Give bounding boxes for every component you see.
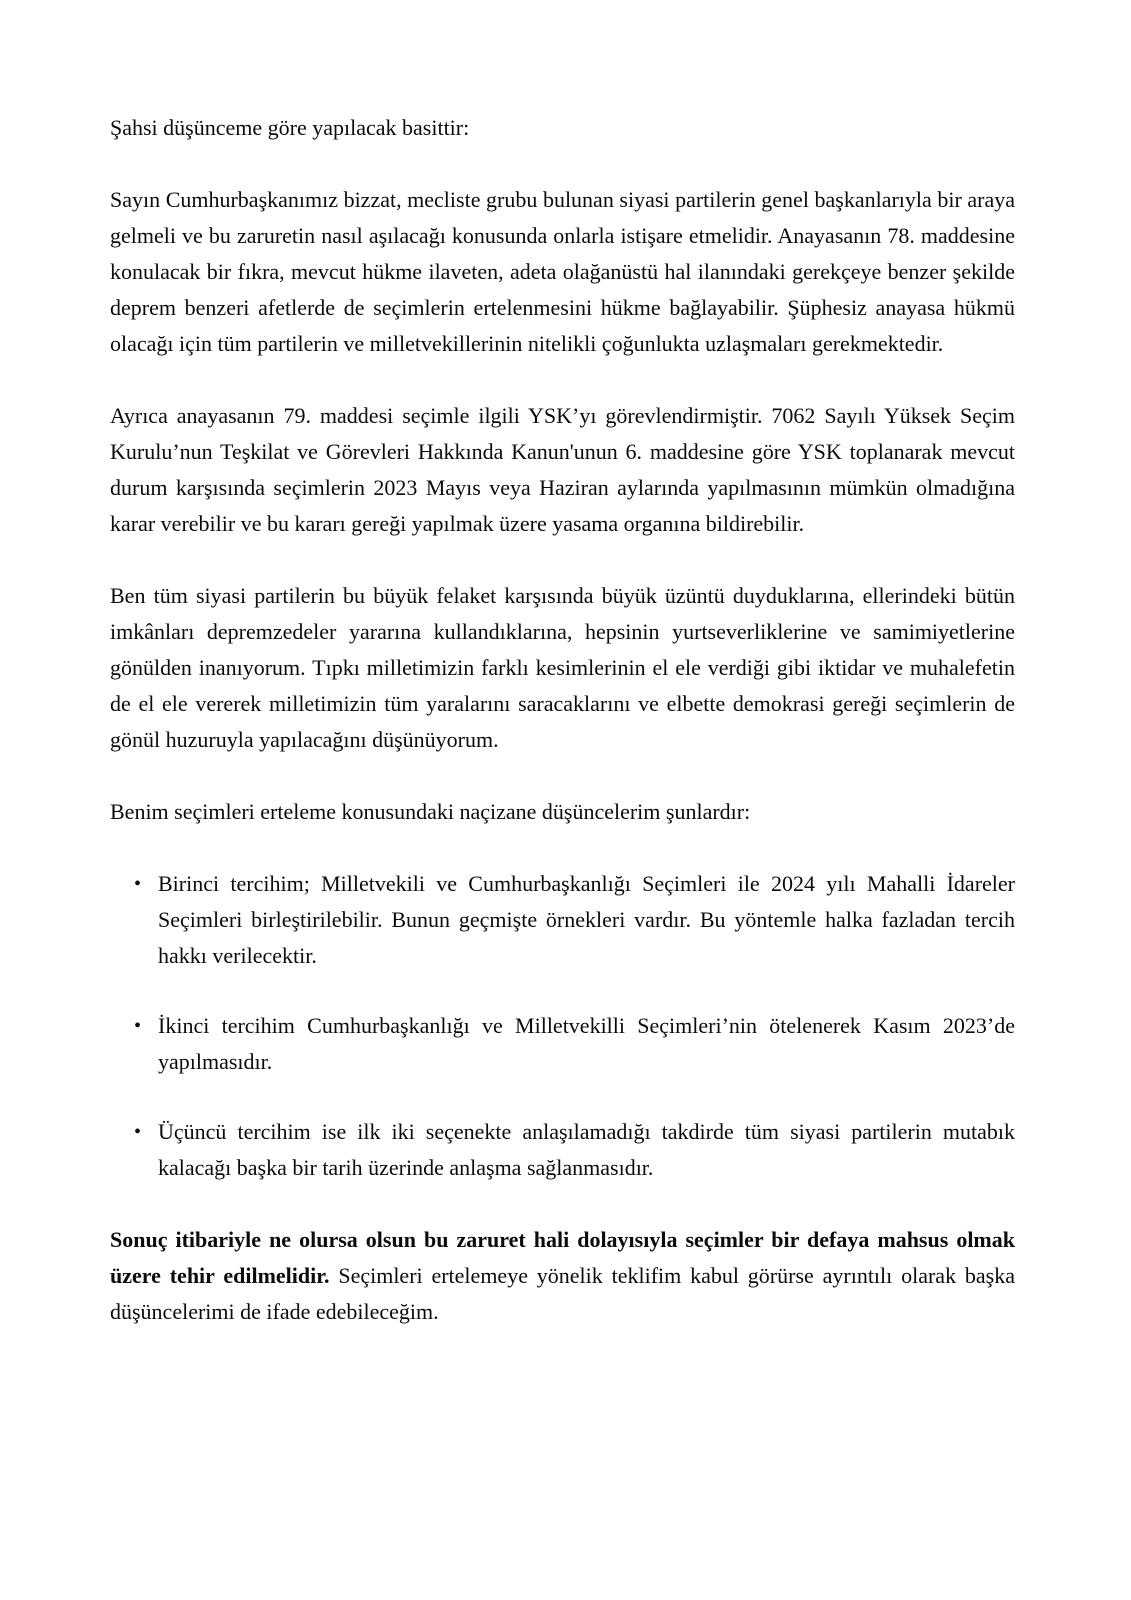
closing-bold-text: Sonuç itibariyle ne olursa olsun bu zaruret hali dolayısıyla seçimler bir defaya mahsus olmak üzere tehir edilmelidir.: [110, 1227, 1015, 1288]
bullet-icon: •: [134, 1121, 142, 1143]
closing-normal-text: Seçimleri ertelemeye yönelik teklifim kabul görürse ayrıntılı olarak başka düşüncelerimi de ifade edebileceğim.: [110, 1263, 1015, 1324]
list-item-text: Birinci tercihim; Milletvekili ve Cumhurbaşkanlığı Seçimleri ile 2024 yılı Mahalli İdareler Seçimleri birleştirilebilir. Bunun geçmişte örnekleri vardır. Bu yöntemle halka fazladan tercih hakkı verilecektir.: [158, 871, 1015, 968]
paragraph-parties-solidarity: Ben tüm siyasi partilerin bu büyük felaket karşısında büyük üzüntü duyduklarına, ellerindeki bütün imkânları depremzedeler yararına kullandıklarına, hepsinin yurtseverliklerine ve samimiyetlerine gönülden inanıyorum. Tıpkı milletimizin farklı kesimlerinin el ele verdiği gibi iktidar ve muhalefetin de el ele vererek milletimizin tüm yaralarını saracaklarını ve elbette demokrasi gereği seçimlerin de gönül huzuruyla yapılacağını düşünüyorum.: [110, 583, 1015, 752]
preferences-list: [110, 866, 1015, 1186]
closing-paragraph: [110, 1222, 1015, 1330]
list-item-first-preference: [134, 866, 1015, 974]
list-item-text: İkinci tercihim Cumhurbaşkanlığı ve Milletvekilli Seçimleri’nin ötelenerek Kasım 2023’de yapılmasıdır.: [158, 1013, 1015, 1074]
paragraph-president-meeting: Sayın Cumhurbaşkanımız bizzat, mecliste grubu bulunan siyasi partilerin genel başkanlarıyla bir araya gelmeli ve bu zaruretin nasıl aşılacağı konusunda onlarla istişare etmelidir. Anayasanın 78. maddesine konulacak bir fıkra, mevcut hükme ilaveten, adeta olağanüstü hal ilanındaki gerekçeye benzer şekilde deprem benzeri afetlerde de seçimlerin ertelenmesini hükme bağlayabilir. Şüphesiz anayasa hükmü olacağı için tüm partilerin ve milletvekillerinin nitelikli çoğunlukta uzlaşmaları gerekmektedir.: [110, 187, 1015, 356]
bullet-icon: •: [134, 1015, 142, 1037]
bullet-icon: •: [134, 873, 142, 895]
list-item-third-preference: [134, 1114, 1015, 1186]
list-item-text: Üçüncü tercihim ise ilk iki seçenekte anlaşılamadığı takdirde tüm siyasi partilerin mutabık kalacağı başka bir tarih üzerinde anlaşma sağlanmasıdır.: [158, 1119, 1015, 1180]
list-intro-line: Benim seçimleri erteleme konusundaki naçizane düşüncelerim şunlardır:: [110, 799, 751, 824]
paragraph-ysk-article-79: Ayrıca anayasanın 79. maddesi seçimle ilgili YSK’yı görevlendirmiştir. 7062 Sayılı Yüksek Seçim Kurulu’nun Teşkilat ve Görevleri Hakkında Kanun'unun 6. maddesine göre YSK toplanarak mevcut durum karşısında seçimlerin 2023 Mayıs veya Haziran aylarında yapılmasının mümkün olmadığına karar verebilir ve bu kararı gereği yapılmak üzere yasama organına bildirebilir.: [110, 403, 1015, 536]
intro-line: Şahsi düşünceme göre yapılacak basittir:: [110, 115, 470, 140]
list-item-second-preference: [134, 1008, 1015, 1080]
